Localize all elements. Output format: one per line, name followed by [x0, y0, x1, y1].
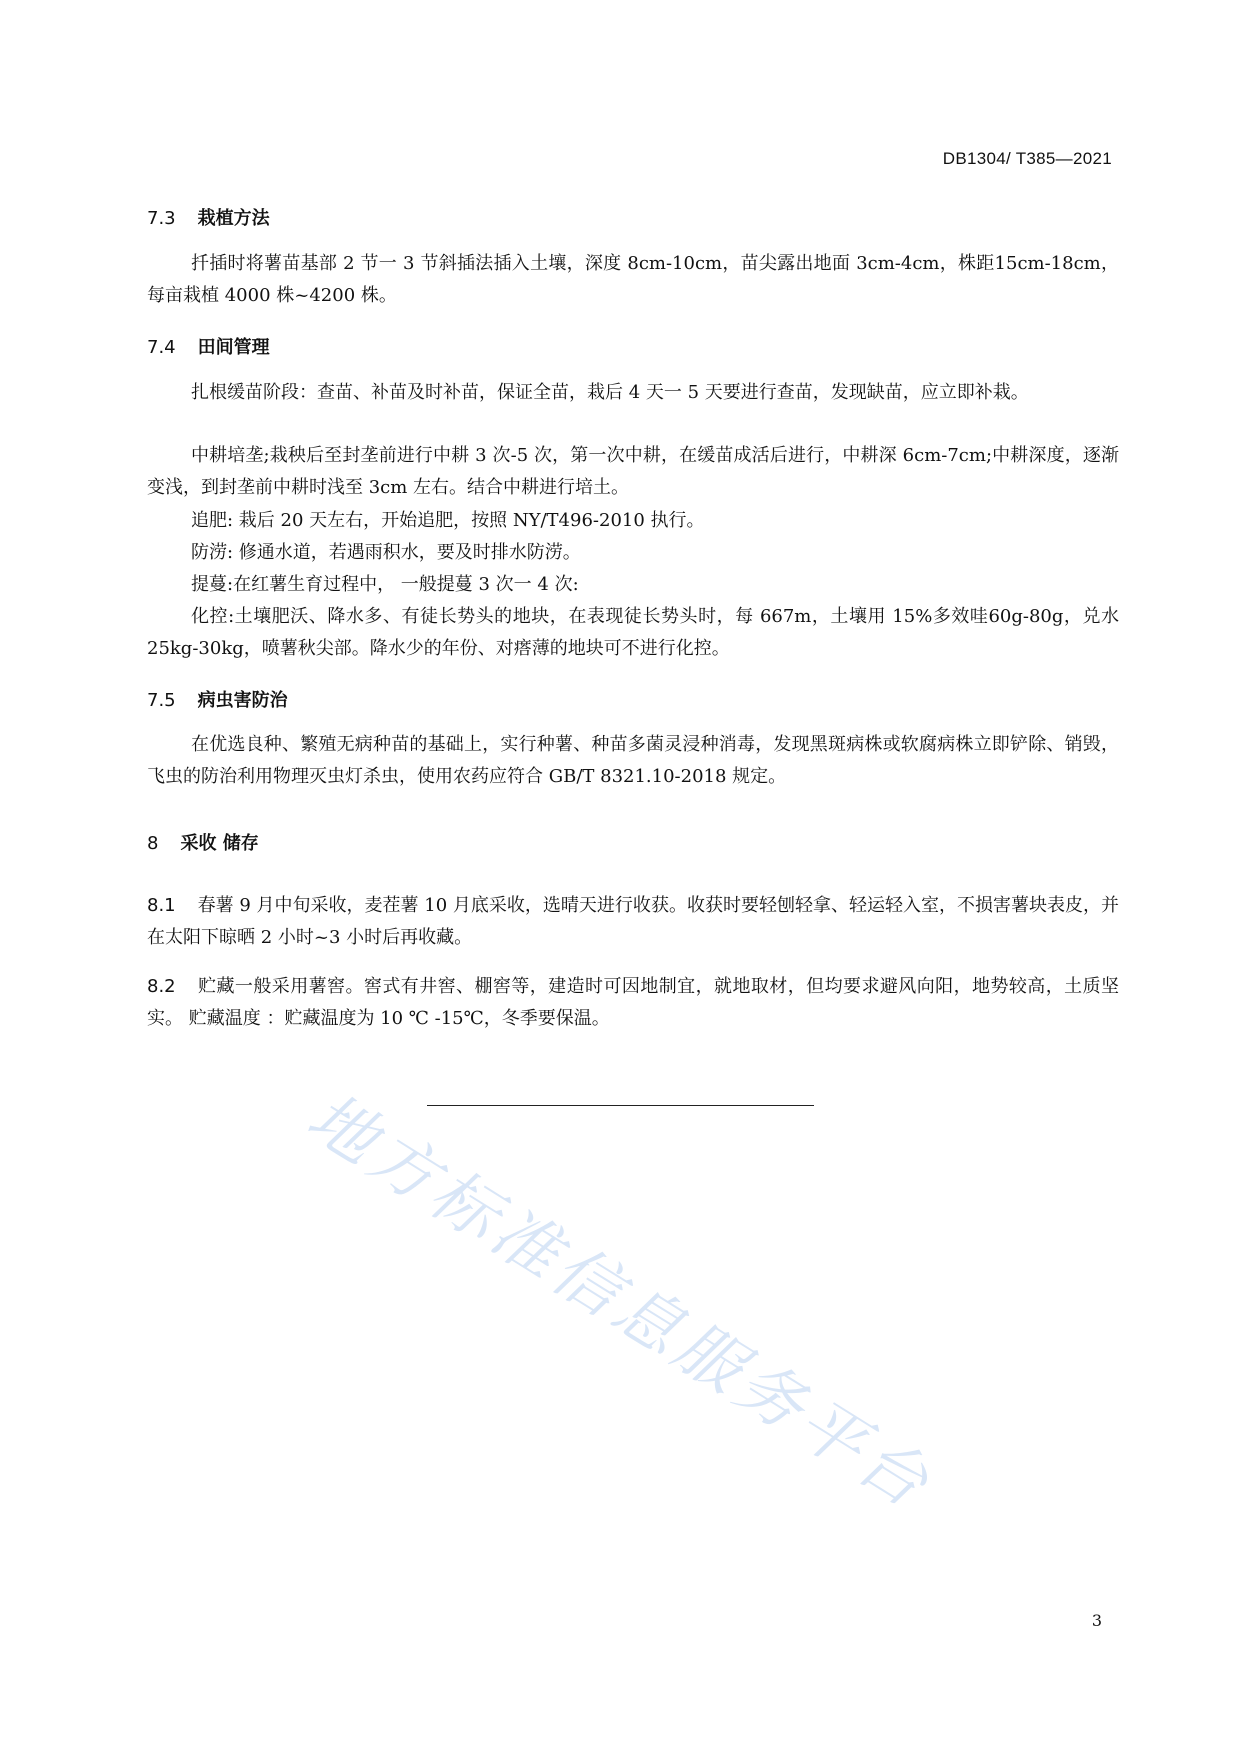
section-title-7-3 — [147, 204, 270, 230]
clause-text: 春薯 9 月中旬采收，麦茬薯 10 月底采收，选晴天进行收获。收获时要轻刨轻拿、轻运轻入室，不损害薯块表皮，并在太阳下晾晒 2 小时~3 小时后再收藏。 — [147, 895, 1119, 948]
section-title-7-5 — [147, 686, 288, 712]
standard-code-header: DB1304/ T385—2021 — [942, 149, 1112, 168]
clause-text: 贮藏一般采用薯窖。窖式有井窖、棚窖等，建造时可因地制宜，就地取材，但均要求避风向阳，地势较高，土质坚实。 贮藏温度 ：贮藏温度为 10 ℃ -15℃，冬季要保温。 — [147, 976, 1119, 1029]
clause-number: 8.2 — [147, 976, 176, 997]
section-title-7-4 — [147, 333, 270, 359]
clause-number: 8.1 — [147, 895, 176, 916]
watermark-text: 地方标准信息服务平台 — [294, 1077, 946, 1525]
section-heading: 病虫害防治 — [197, 690, 288, 711]
paragraph-seedling-stage: 扎根缓苗阶段：查苗、补苗及时补苗，保证全苗，栽后 4 天一 5 天要进行查苗，发现缺苗，应立即补栽。 — [191, 382, 1029, 403]
paragraph-cultivation: 中耕培垄;栽秧后至封垄前进行中耕 3 次-5 次，第一次中耕，在缓苗成活后进行，中耕深 6cm-7cm;中耕深度，逐渐变浅，到封垄前中耕时浅至 3cm 左右。结合中耕进行培土。 — [147, 445, 1119, 498]
section-heading: 田间管理 — [197, 337, 270, 358]
page-number: 3 — [1091, 1611, 1102, 1630]
paragraph-fertilizing: 追肥: 栽后 20 天左右，开始追肥，按照 NY/T496-2010 执行。 — [191, 510, 705, 531]
section-heading: 栽植方法 — [197, 208, 270, 229]
end-of-text-rule — [427, 1105, 814, 1106]
paragraph-chemical-control: 化控:土壤肥沃、降水多、有徒长势头的地块，在表现徒长势头时，每 667m，土壤用 15%多效哇60g-80g，兑水 25kg-30kg，喷薯秋尖部。降水少的年份、对瘩薄的地块可不进行化控。 — [147, 606, 1119, 659]
paragraph-pest-control: 在优选良种、繁殖无病种苗的基础上，实行种薯、种苗多菌灵浸种消毒，发现黑斑病株或软腐病株立即铲除、销毁，飞虫的防治利用物理灭虫灯杀虫，使用农药应符合 GB/T 8321.10-2018 规定。 — [147, 734, 1119, 787]
section-number: 7.4 — [147, 337, 176, 358]
section-number: 7.3 — [147, 208, 176, 229]
section-title-8 — [147, 829, 259, 855]
section-number: 7.5 — [147, 690, 176, 711]
section-heading: 采收 储存 — [180, 833, 259, 854]
paragraph-storage — [147, 971, 1119, 1035]
section-number: 8 — [147, 833, 159, 854]
paragraph-harvest — [147, 890, 1119, 954]
paragraph-drainage: 防涝: 修通水道，若遇雨积水，要及时排水防涝。 — [191, 542, 581, 563]
paragraph-planting-method: 扦插时将薯苗基部 2 节一 3 节斜插法插入土壤，深度 8cm-10cm，苗尖露出地面 3cm-4cm，株距15cm-18cm，每亩栽植 4000 株~4200 株。 — [147, 253, 1119, 306]
paragraph-vine-lifting: 提蔓:在红薯生育过程中， 一般提蔓 3 次一 4 次: — [191, 574, 579, 595]
